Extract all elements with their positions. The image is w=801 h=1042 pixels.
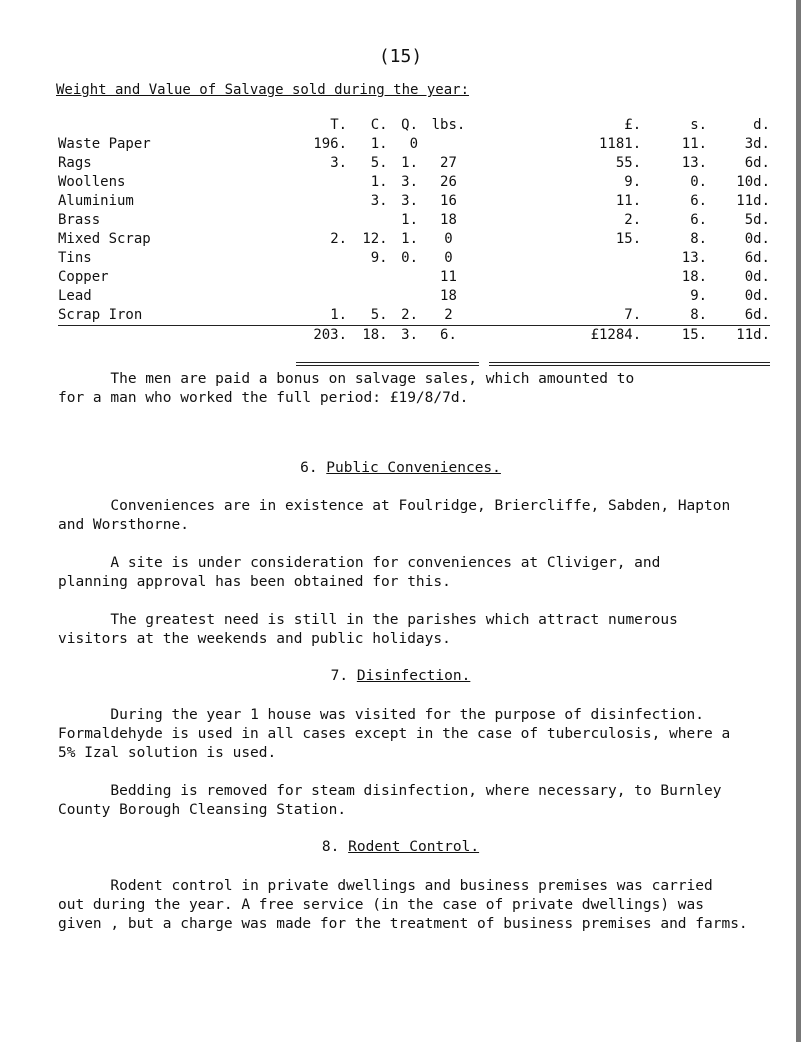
header-tons: T. xyxy=(330,117,348,133)
cell-shillings: 0. xyxy=(690,174,708,190)
total-pence: 11d. xyxy=(707,326,770,346)
total-pounds: £1284. xyxy=(489,326,641,346)
table-row xyxy=(58,287,770,306)
cell-pence: 3d. xyxy=(744,136,770,152)
cell-tons xyxy=(296,268,347,287)
cell-qtr: 1. xyxy=(401,155,419,171)
cell-cwt: 12. xyxy=(362,231,388,247)
cell-pence: 5d. xyxy=(744,212,770,228)
cell-pence: 10d. xyxy=(736,174,770,190)
cell-shillings: 8. xyxy=(690,231,708,247)
total-cwt: 18. xyxy=(347,326,388,346)
total-tons: 203. xyxy=(296,326,347,346)
table-row xyxy=(58,211,770,230)
header-pence: d. xyxy=(753,117,770,133)
cell-tons xyxy=(296,211,347,230)
salvage-table xyxy=(58,116,770,366)
table-row xyxy=(58,135,770,154)
table-row xyxy=(58,306,770,326)
cell-shillings: 8. xyxy=(690,307,708,323)
cell-tons xyxy=(296,249,347,268)
table-row xyxy=(58,154,770,173)
total-lbs: 6. xyxy=(418,326,479,346)
cell-pence: 0d. xyxy=(744,269,770,285)
cell-pence: 6d. xyxy=(744,250,770,266)
page-number: (15) xyxy=(378,46,423,67)
cell-pounds xyxy=(489,249,641,268)
cell-pounds: 11. xyxy=(615,193,642,209)
cell-shillings: 6. xyxy=(690,193,708,209)
cell-cwt: 5. xyxy=(370,307,388,323)
section-7-para-1: During the year 1 house was visited for the purpose of disinfection. Formaldehyde is used in all cases except in the case of tuberculosis, where a 5% Izal solution is used. xyxy=(58,707,731,761)
header-item xyxy=(58,116,296,135)
header-pounds: £. xyxy=(624,117,642,133)
cell-pence: 6d. xyxy=(744,307,770,323)
salvage-title: Weight and Value of Salvage sold during the year: xyxy=(56,82,470,98)
cell-item-name: Woollens xyxy=(58,174,126,190)
cell-shillings: 18. xyxy=(681,269,708,285)
total-double-rule xyxy=(58,345,770,364)
section-7-title: Disinfection. xyxy=(356,668,471,684)
cell-qtr: 3. xyxy=(401,193,419,209)
table-header-row xyxy=(58,116,770,135)
header-lbs: lbs. xyxy=(431,117,466,133)
cell-qtr: 0 xyxy=(409,136,419,152)
cell-tons: 2. xyxy=(330,231,348,247)
cell-qtr: 1. xyxy=(401,231,419,247)
section-8-number: 8. xyxy=(321,839,340,855)
cell-qtr: 1. xyxy=(401,212,419,228)
cell-tons: 1. xyxy=(330,307,348,323)
cell-cwt: 5. xyxy=(370,155,388,171)
cell-pounds: 7. xyxy=(624,307,642,323)
cell-item-name: Lead xyxy=(58,288,92,304)
page-edge xyxy=(796,0,801,1042)
cell-cwt xyxy=(347,268,388,287)
cell-qtr: 0. xyxy=(401,250,419,266)
cell-qtr xyxy=(388,287,418,306)
section-7-heading xyxy=(0,668,801,684)
section-6-para-1: Conveniences are in existence at Foulridge, Briercliffe, Sabden, Hapton and Worsthorne. xyxy=(58,498,731,533)
cell-shillings: 11. xyxy=(681,136,708,152)
cell-pence: 11d. xyxy=(736,193,770,209)
cell-item-name: Rags xyxy=(58,155,92,171)
cell-pounds: 9. xyxy=(624,174,642,190)
cell-lbs: 0 xyxy=(444,231,453,247)
table-row xyxy=(58,192,770,211)
cell-shillings: 9. xyxy=(690,288,708,304)
cell-lbs: 18 xyxy=(440,288,457,304)
table-row xyxy=(58,173,770,192)
table-row xyxy=(58,249,770,268)
cell-shillings: 13. xyxy=(681,250,708,266)
section-7-number: 7. xyxy=(330,668,349,684)
cell-pence: 6d. xyxy=(744,155,770,171)
cell-pounds: 55. xyxy=(615,155,642,171)
cell-lbs: 11 xyxy=(440,269,457,285)
cell-cwt: 3. xyxy=(370,193,388,209)
bonus-paragraph: The men are paid a bonus on salvage sales, which amounted to for a man who worked the full period: £19/8/7d. xyxy=(58,371,635,406)
cell-item-name: Aluminium xyxy=(58,193,134,209)
cell-lbs xyxy=(418,135,479,154)
cell-lbs: 27 xyxy=(440,155,457,171)
section-8-heading xyxy=(0,839,801,855)
cell-cwt: 1. xyxy=(370,136,388,152)
cell-pounds xyxy=(489,287,641,306)
cell-tons xyxy=(296,192,347,211)
cell-cwt xyxy=(347,211,388,230)
cell-lbs: 26 xyxy=(440,174,457,190)
cell-pence: 0d. xyxy=(744,231,770,247)
section-6-heading xyxy=(0,460,801,476)
cell-shillings: 13. xyxy=(681,155,708,171)
cell-pounds xyxy=(489,268,641,287)
section-7-para-2: Bedding is removed for steam disinfection, where necessary, to Burnley County Borough Cleansing Station. xyxy=(58,783,722,818)
cell-pounds: 2. xyxy=(624,212,642,228)
totals-row xyxy=(58,326,770,346)
cell-qtr: 3. xyxy=(401,174,419,190)
header-shillings: s. xyxy=(690,117,708,133)
table-row xyxy=(58,268,770,287)
section-6-number: 6. xyxy=(300,460,318,476)
cell-item-name: Brass xyxy=(58,212,101,228)
cell-lbs: 0 xyxy=(444,250,453,266)
cell-item-name: Scrap Iron xyxy=(58,307,143,323)
cell-tons: 3. xyxy=(330,155,348,171)
section-8-para-1: Rodent control in private dwellings and business premises was carried out during the year. A free service (in the case of private dwellings) was given , but a charge was made for the treatment of business premises and farms. xyxy=(58,878,748,932)
cell-lbs: 18 xyxy=(440,212,457,228)
cell-cwt xyxy=(347,287,388,306)
cell-lbs: 2 xyxy=(444,307,453,323)
cell-qtr xyxy=(388,268,418,287)
cell-shillings: 6. xyxy=(690,212,708,228)
cell-tons xyxy=(296,287,347,306)
table-row xyxy=(58,230,770,249)
cell-item-name: Waste Paper xyxy=(58,136,151,152)
cell-pounds: 1181. xyxy=(598,136,642,152)
cell-qtr: 2. xyxy=(401,307,419,323)
section-6-para-2: A site is under consideration for conveniences at Cliviger, and planning approval has been obtained for this. xyxy=(58,555,661,590)
section-6-title: Public Conveniences. xyxy=(326,460,501,476)
cell-lbs: 16 xyxy=(440,193,457,209)
header-qtr: Q. xyxy=(401,117,419,133)
cell-tons: 196. xyxy=(313,136,348,152)
cell-pence: 0d. xyxy=(744,288,770,304)
cell-item-name: Copper xyxy=(58,269,109,285)
cell-cwt: 1. xyxy=(370,174,388,190)
section-8-title: Rodent Control. xyxy=(348,839,480,855)
total-shillings: 15. xyxy=(641,326,707,346)
total-qtr: 3. xyxy=(388,326,418,346)
cell-cwt: 9. xyxy=(370,250,388,266)
table-body xyxy=(58,135,770,326)
cell-pounds: 15. xyxy=(615,231,642,247)
cell-tons xyxy=(296,173,347,192)
header-cwt: C. xyxy=(370,117,388,133)
cell-item-name: Mixed Scrap xyxy=(58,231,151,247)
section-6-para-3: The greatest need is still in the parishes which attract numerous visitors at the weekends and public holidays. xyxy=(58,612,678,647)
cell-item-name: Tins xyxy=(58,250,92,266)
